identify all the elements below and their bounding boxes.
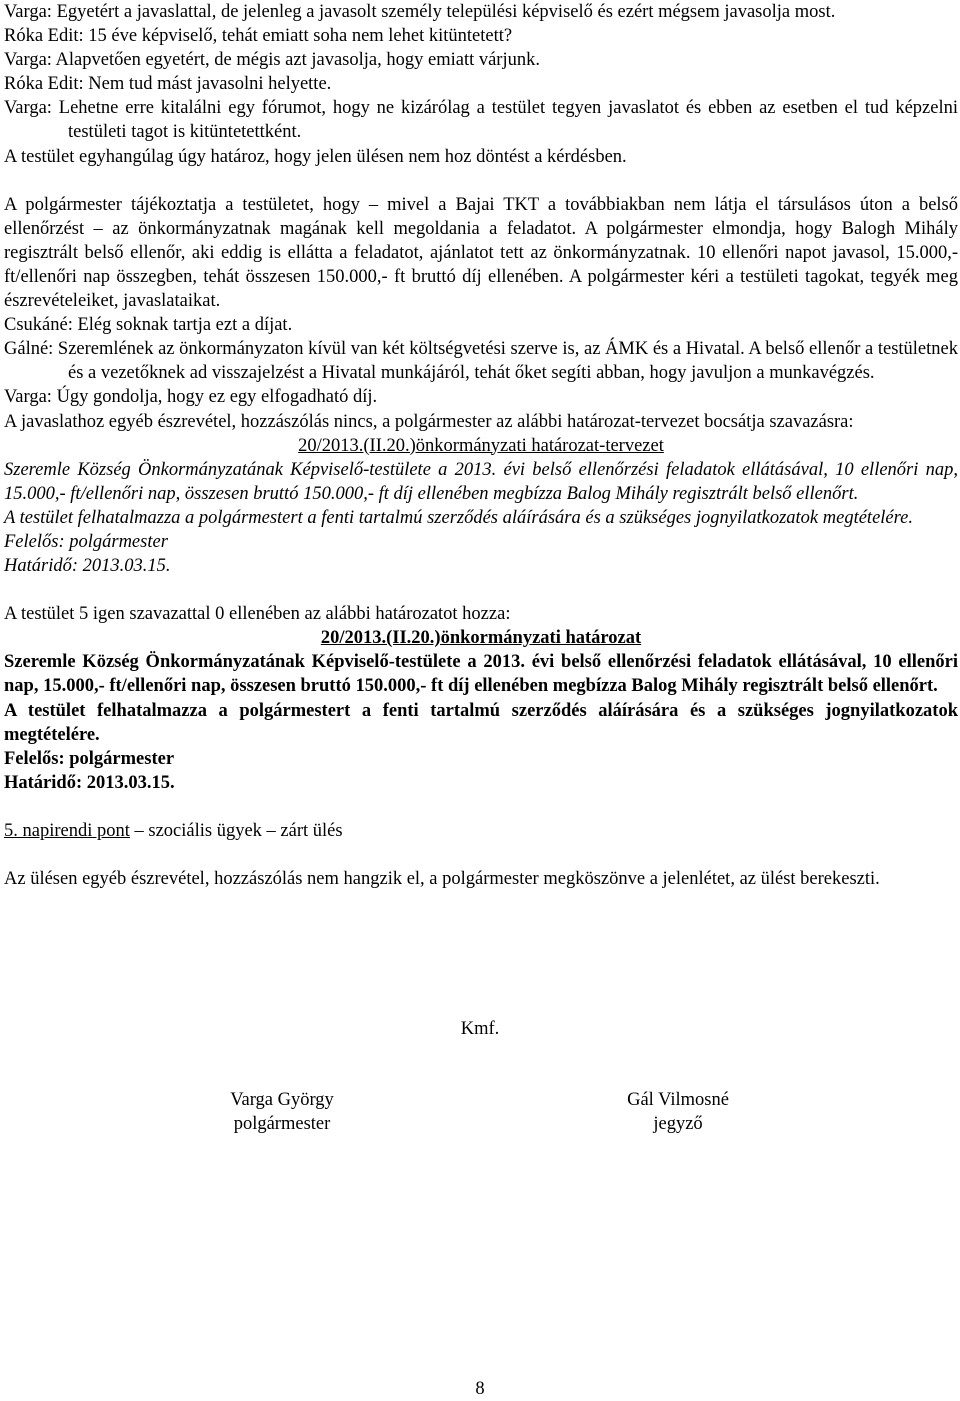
document-page — [4, 0, 958, 891]
draft-title: 20/2013.(II.20.)önkormányzati határozat-tervezet — [298, 435, 664, 456]
vote-line: A testület 5 igen szavazattal 0 ellenében az alábbi határozatot hozza: — [4, 604, 511, 625]
signature-notary — [558, 1088, 798, 1136]
comment-galne: Gálné: Szeremlének az önkormányzaton kívül van két költségvetési szerve is, az ÁMK és a Hivatal. A belső ellenőr a testületnek és a vezetőknek ad visszajelzést a Hivatal munkájáról, tehát őket segíti abban, hogy javuljon a munkavégzés. — [4, 339, 958, 384]
agenda-rest: – szociális ügyek – zárt ülés — [129, 820, 343, 841]
dialogue-line-3: Varga: Alapvetően egyetért, de mégis azt javasolja, hogy emiatt várjunk. — [4, 50, 540, 71]
dialogue-line-5: Varga: Lehetne erre kitalálni egy fórumot, hogy ne kizárólag a testület tegyen javaslatot és ebben az esetben el tud képzelni testületi tagot is kitüntetettként. — [4, 98, 958, 143]
closing-paragraph: Az ülésen egyéb észrevétel, hozzászólás nem hangzik el, a polgármester megköszönve a jelenlétet, az ülést berekeszti. — [4, 869, 880, 889]
comment-csukane: Csukáné: Elég soknak tartja ezt a díjat. — [4, 315, 293, 336]
dialogue-line-4: Róka Edit: Nem tud mást javasolni helyette. — [4, 74, 332, 95]
signature-role: polgármester — [233, 1114, 331, 1135]
signature-role: jegyző — [653, 1114, 703, 1135]
intro-paragraph: A polgármester tájékoztatja a testületet, hogy – mivel a Bajai TKT a továbbiakban nem látja el társulásos úton a belső ellenőrzést – az önkormányzatnak magának kell megoldania a feladatot. A polgármester elmondja, hogy Balogh Mihály regisztrált belső ellenőr, aki eddig is ellátta a feladatot, ajánlatot tett az önkormányzatnak. 10 ellenőri napot javasol, 15.000,- ft/ellenőri nap összegben, tehát összesen 150.000,- ft bruttó díj ellenében. A polgármester kéri a testületi tagokat, tegyék meg észrevételeiket, javaslataikat. — [4, 194, 958, 312]
dialogue-line-2: Róka Edit: 15 éve képviselő, tehát emiatt soha nem lehet kitüntetett? — [4, 26, 513, 47]
signature-mayor — [162, 1088, 402, 1136]
dialogue-line-1: Varga: Egyetért a javaslattal, de jelenleg a javasolt személy települési képviselő és ezért mégsem javasolja most. — [4, 2, 836, 22]
signature-name: Varga György — [230, 1090, 334, 1110]
kmf-label: Kmf. — [460, 1019, 500, 1039]
resolution-body-2: A testület felhatalmazza a polgármestert a fenti tartalmú szerződés aláírására és a szükséges jognyilatkozatok megtételére. — [4, 700, 958, 745]
resolution-responsible: Felelős: polgármester — [4, 748, 175, 769]
signature-name: Gál Vilmosné — [627, 1090, 729, 1110]
draft-body-1: Szeremle Község Önkormányzatának Képviselő-testülete a 2013. évi belső ellenőrzési feladatok ellátásával, 10 ellenőri nap, 15.000,- ft/ellenőri nap, összesen bruttó 150.000,- ft díj ellenében megbízza Balog Mihály regisztrált belső ellenőrt. — [4, 459, 958, 504]
resolution-deadline: Határidő: 2013.03.15. — [4, 772, 175, 793]
draft-body-2: A testület felhatalmazza a polgármestert a fenti tartalmú szerződés aláírására és a szükséges jognyilatkozatok megtételére. — [4, 507, 913, 528]
comment-varga: Varga: Úgy gondolja, hogy ez egy elfogadható díj. — [4, 387, 378, 408]
resolution-title: 20/2013.(II.20.)önkormányzati határozat — [320, 628, 642, 649]
draft-deadline: Határidő: 2013.03.15. — [4, 556, 171, 577]
agenda-line — [4, 819, 958, 843]
agenda-label: 5. napirendi pont — [4, 820, 130, 841]
page-number: 8 — [475, 1379, 485, 1399]
dialogue-line-6: A testület egyhangúlag úgy határoz, hogy jelen ülésen nem hoz döntést a kérdésben. — [4, 146, 627, 167]
submit-line: A javaslathoz egyéb észrevétel, hozzászólás nincs, a polgármester az alábbi határozat-tervezet bocsátja szavazásra: — [4, 411, 854, 432]
resolution-body-1: Szeremle Község Önkormányzatának Képviselő-testülete a 2013. évi belső ellenőrzési feladatok ellátásával, 10 ellenőri nap, 15.000,- ft/ellenőri nap, összesen bruttó 150.000,- ft díj ellenében megbízza Balog Mihály regisztrált belső ellenőrt. — [4, 652, 958, 697]
draft-responsible: Felelős: polgármester — [4, 531, 168, 552]
